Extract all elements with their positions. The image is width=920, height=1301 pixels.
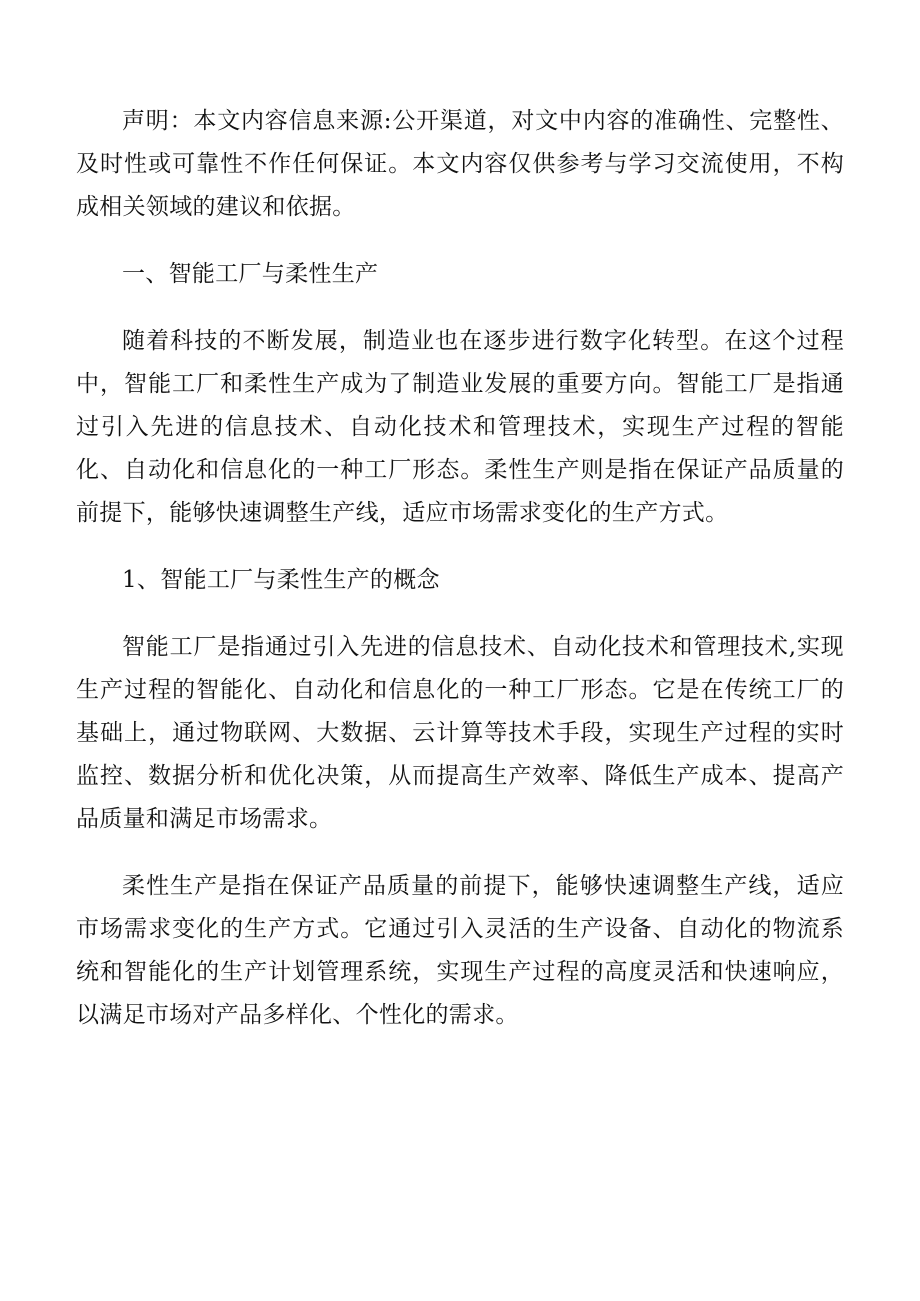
disclaimer-paragraph: 声明：本文内容信息来源:公开渠道，对文中内容的准确性、完整性、及时性或可靠性不作任何保证。本文内容仅供参考与学习交流使用，不构成相关领域的建议和依据。 <box>76 108 844 220</box>
document-body <box>76 100 844 1061</box>
section-heading: 一、智能工厂与柔性生产 <box>122 261 379 287</box>
flexible-production-paragraph: 柔性生产是指在保证产品质量的前提下，能够快速调整生产线，适应市场需求变化的生产方式。它通过引入灵活的生产设备、自动化的物流系统和智能化的生产计划管理系统，实现生产过程的高度灵活和快速响应，以满足市场对产品多样化、个性化的需求。 <box>76 873 844 1028</box>
smart-factory-paragraph: 智能工厂是指通过引入先进的信息技术、自动化技术和管理技术,实现生产过程的智能化、自动化和信息化的一种工厂形态。它是在传统工厂的基础上，通过物联网、大数据、云计算等技术手段，实现生产过程的实时监控、数据分析和优化决策，从而提高生产效率、降低生产成本、提高产品质量和满足市场需求。 <box>76 634 844 832</box>
intro-paragraph: 随着科技的不断发展，制造业也在逐步进行数字化转型。在这个过程中，智能工厂和柔性生产成为了制造业发展的重要方向。智能工厂是指通过引入先进的信息技术、自动化技术和管理技术，实现生产过程的智能化、自动化和信息化的一种工厂形态。柔性生产则是指在保证产品质量的前提下，能够快速调整生产线，适应市场需求变化的生产方式。 <box>76 328 844 526</box>
subsection-heading: 1、智能工厂与柔性生产的概念 <box>122 567 440 593</box>
